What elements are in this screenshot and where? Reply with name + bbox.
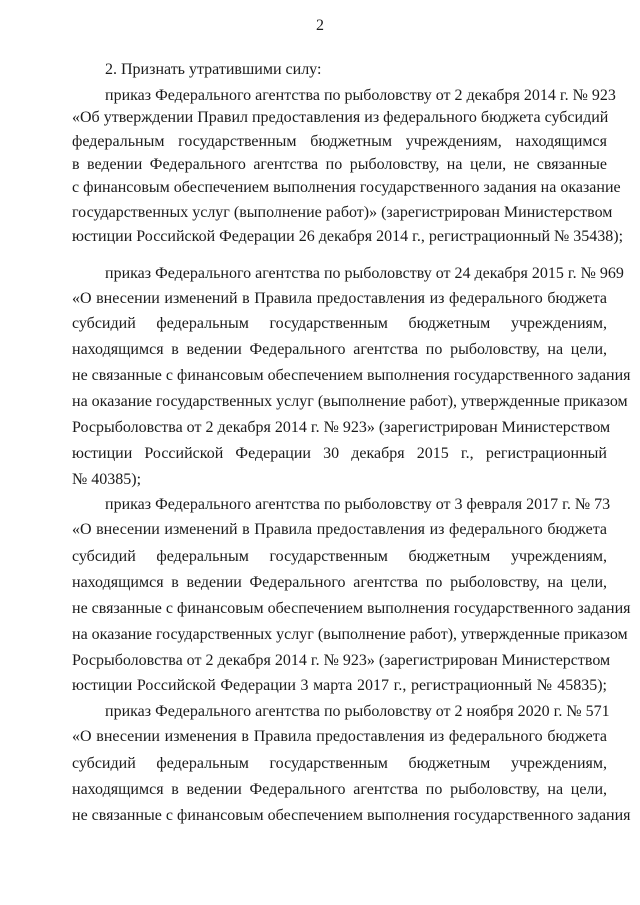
text-line: «Об утверждении Правил предоставления из федерального бюджета субсидий — [72, 109, 609, 126]
text-line: находящимся в ведении Федерального агентства по рыболовству, на цели, — [72, 781, 607, 798]
text-line: приказ Федерального агентства по рыболовству от 2 ноября 2020 г. № 571 — [105, 703, 610, 720]
text-line: находящимся в ведении Федерального агентства по рыболовству, на цели, — [72, 574, 607, 591]
page-number: 2 — [316, 17, 324, 34]
text-line: субсидий федеральным государственным бюджетным учреждениям, — [72, 548, 607, 565]
text-line: не связанные с финансовым обеспечением выполнения государственного задания — [72, 807, 631, 824]
text-line: федеральным государственным бюджетным учреждениям, находящимся — [72, 133, 607, 150]
text-line: приказ Федерального агентства по рыболовству от 3 февраля 2017 г. № 73 — [105, 496, 611, 513]
text-line: № 40385); — [72, 471, 142, 488]
text-line: субсидий федеральным государственным бюджетным учреждениям, — [72, 755, 607, 772]
text-line: юстиции Российской Федерации 3 марта 2017 г., регистрационный № 45835); — [72, 677, 607, 694]
text-line: приказ Федерального агентства по рыболовству от 24 декабря 2015 г. № 969 — [105, 265, 624, 282]
text-line: 2. Признать утратившими силу: — [105, 61, 322, 78]
text-line: приказ Федерального агентства по рыболовству от 2 декабря 2014 г. № 923 — [105, 87, 616, 104]
text-line: Росрыболовства от 2 декабря 2014 г. № 923» (зарегистрирован Министерством — [72, 652, 611, 669]
text-line: находящимся в ведении Федерального агентства по рыболовству, на цели, — [72, 341, 607, 358]
text-line: «О внесении изменения в Правила предоставления из федерального бюджета — [72, 728, 607, 745]
text-line: на оказание государственных услуг (выполнение работ), утвержденные приказом — [72, 393, 628, 410]
text-line: на оказание государственных услуг (выполнение работ), утвержденные приказом — [72, 626, 628, 643]
text-line: в ведении Федерального агентства по рыболовству, на цели, не связанные — [72, 156, 607, 173]
text-line: с финансовым обеспечением выполнения государственного задания на оказание — [72, 179, 621, 196]
text-line: юстиции Российской Федерации 26 декабря 2014 г., регистрационный № 35438); — [72, 228, 624, 245]
text-line: юстиции Российской Федерации 30 декабря 2015 г., регистрационный — [72, 445, 607, 462]
text-line: не связанные с финансовым обеспечением выполнения государственного задания — [72, 600, 631, 617]
text-line: «О внесении изменений в Правила предоставления из федерального бюджета — [72, 290, 607, 307]
text-line: государственных услуг (выполнение работ)» (зарегистрирован Министерством — [72, 204, 613, 221]
text-line: Росрыболовства от 2 декабря 2014 г. № 923» (зарегистрирован Министерством — [72, 419, 611, 436]
text-line: субсидий федеральным государственным бюджетным учреждениям, — [72, 315, 607, 332]
text-line: «О внесении изменений в Правила предоставления из федерального бюджета — [72, 521, 607, 538]
text-line: не связанные с финансовым обеспечением выполнения государственного задания — [72, 367, 631, 384]
